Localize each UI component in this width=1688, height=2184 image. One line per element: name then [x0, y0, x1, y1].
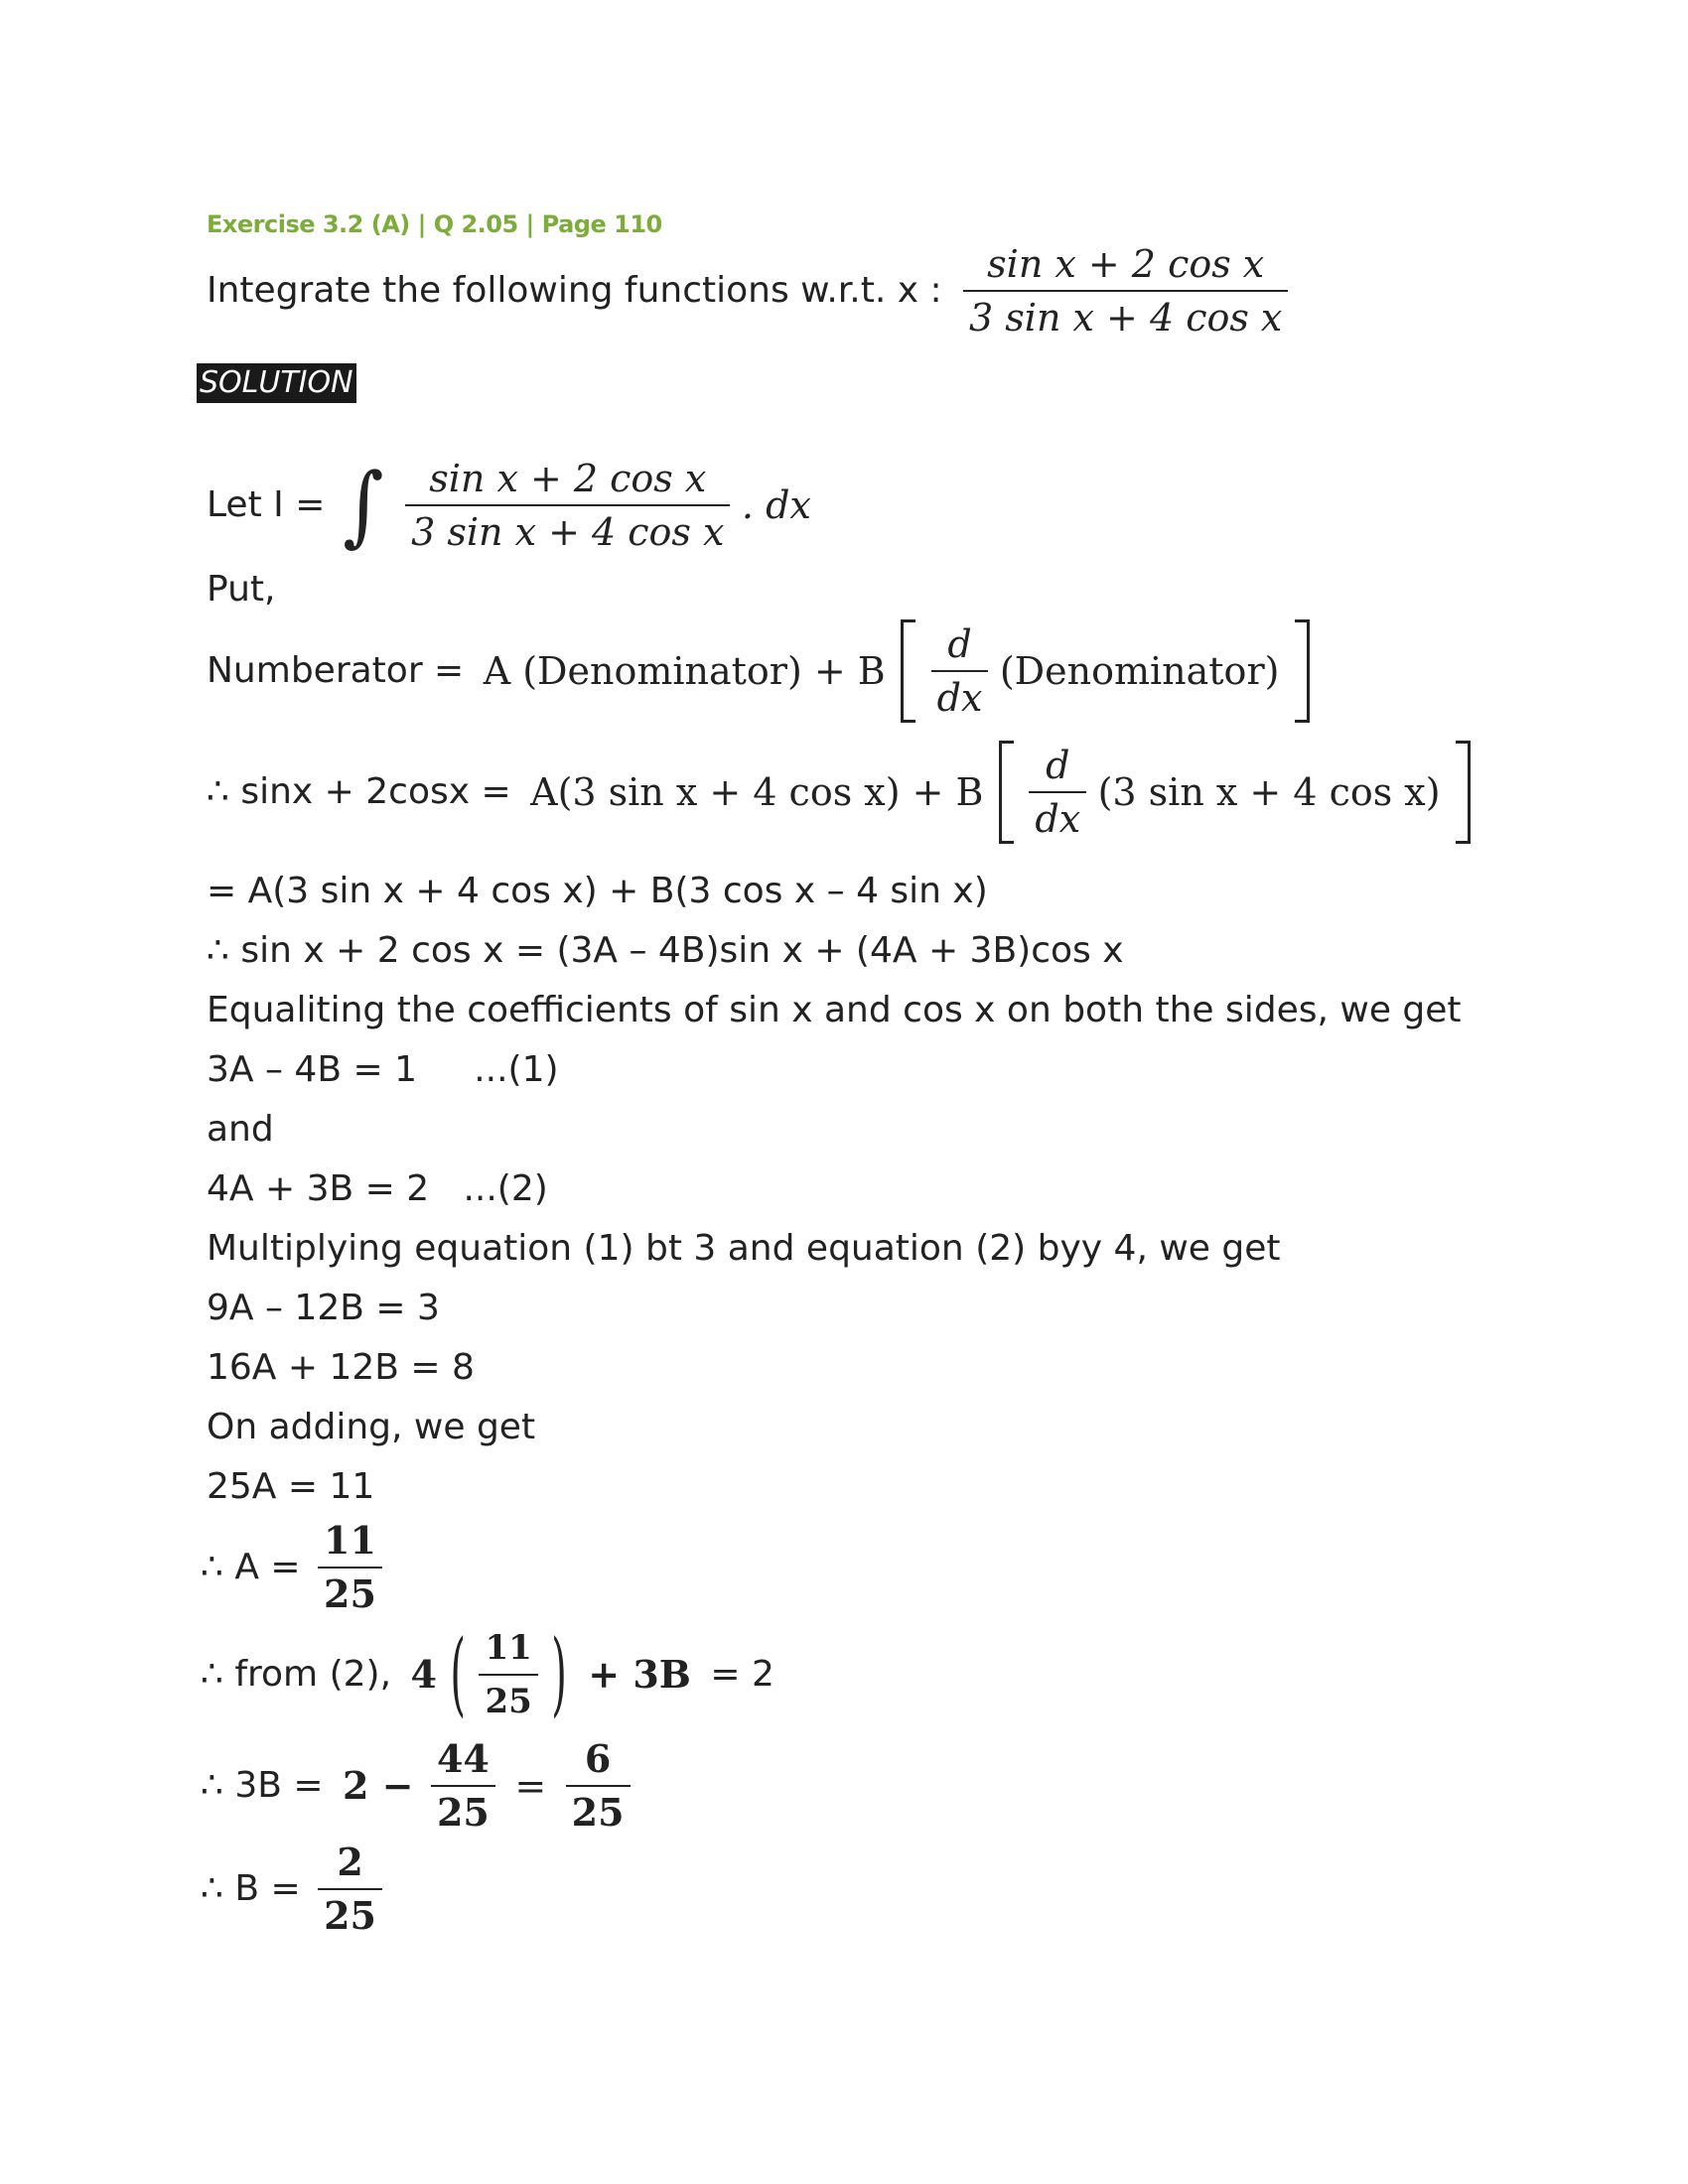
- equalize-line: Equaliting the coefficients of sin x and cos x on both the sides, we get: [207, 990, 1462, 1030]
- adding-line: On adding, we get: [207, 1407, 536, 1447]
- derivative-dx: dx: [936, 676, 983, 720]
- multiply-line: Multiplying equation (1) bt 3 and equation (2) byy 4, we get: [207, 1228, 1281, 1269]
- b-value-line: [201, 1840, 382, 1938]
- integrand-fraction: [405, 459, 730, 552]
- a-denominator: 25: [324, 1571, 376, 1616]
- b-numerator: 2: [318, 1843, 382, 1890]
- question-prompt: Integrate the following functions w.r.t. x :: [207, 270, 942, 311]
- equation-4: 16A + 12B = 8: [207, 1347, 475, 1388]
- derivative-dx: dx: [1035, 797, 1081, 841]
- collect-line: ∴ sin x + 2 cos x = (3A – 4B)sin x + (4A + 3B)cos x: [207, 930, 1124, 971]
- derivative-fraction: [1029, 746, 1086, 839]
- let-i-label: Let I =: [207, 484, 326, 525]
- derivative-d: d: [931, 624, 989, 672]
- b-denominator: 25: [324, 1893, 376, 1938]
- therefore-lhs: ∴ sinx + 2cosx =: [207, 771, 511, 812]
- solution-label: SOLUTION: [197, 363, 356, 403]
- from2-fraction: [479, 1628, 537, 1721]
- derivative-d: d: [1029, 746, 1086, 793]
- expand-line: = A(3 sin x + 4 cos x) + B(3 cos x – 4 sin x): [207, 871, 988, 911]
- a-value-line: [201, 1518, 382, 1616]
- from2-label: ∴ from (2),: [201, 1654, 392, 1695]
- equation-5: 25A = 11: [207, 1466, 375, 1507]
- therefore-line: [207, 741, 1475, 844]
- a-numerator: 11: [318, 1521, 382, 1569]
- differential-dx: . dx: [741, 483, 811, 527]
- numerator-a-part: A (Denominator) + B: [483, 649, 886, 693]
- question-numerator: sin x + 2 cos x: [963, 244, 1288, 292]
- b3-fraction-2: [566, 1736, 631, 1835]
- from2-line: [201, 1622, 774, 1727]
- left-paren: (: [450, 1622, 466, 1727]
- let-i-line: [207, 454, 811, 556]
- question: [207, 244, 1288, 338]
- numerator-label: Numberator =: [207, 650, 465, 691]
- b3-label: ∴ 3B =: [201, 1765, 324, 1806]
- from2-numerator: 11: [479, 1628, 537, 1676]
- b3-line: [201, 1736, 631, 1835]
- b3-fraction-1: [431, 1736, 495, 1835]
- right-bracket: [1456, 741, 1471, 844]
- exercise-reference: Exercise 3.2 (A) | Q 2.05 | Page 110: [207, 210, 662, 238]
- b3-two-minus: 2 −: [343, 1763, 414, 1808]
- b3-denominator-1: 25: [436, 1790, 490, 1835]
- equation-3: 9A – 12B = 3: [207, 1288, 440, 1328]
- integral-sign: ∫: [343, 454, 384, 556]
- and-line: and: [207, 1109, 274, 1150]
- derivative-fraction: [931, 624, 989, 718]
- b-fraction: [318, 1840, 382, 1938]
- left-bracket: [901, 619, 915, 723]
- from2-denominator: 25: [485, 1682, 532, 1721]
- denominator-word: (Denominator): [999, 649, 1280, 693]
- left-bracket: [999, 741, 1014, 844]
- a-fraction: [318, 1518, 382, 1616]
- b3-denominator-2: 25: [571, 1790, 625, 1835]
- right-bracket: [1295, 619, 1310, 723]
- eq-inner: (3 sin x + 4 cos x): [1097, 770, 1441, 814]
- a-label: ∴ A =: [201, 1547, 301, 1587]
- numerator-line: [207, 619, 1314, 723]
- b3-numerator-1: 44: [431, 1739, 495, 1787]
- b3-equals: =: [514, 1764, 547, 1808]
- put-line: Put,: [207, 569, 276, 610]
- integrand-numerator: sin x + 2 cos x: [405, 459, 730, 506]
- from2-coefficient: 4: [410, 1652, 437, 1697]
- equation-1: 3A – 4B = 1 ...(1): [207, 1049, 559, 1090]
- eq-a-part: A(3 sin x + 4 cos x) + B: [530, 770, 984, 814]
- question-denominator: 3 sin x + 4 cos x: [969, 296, 1283, 340]
- right-paren: ): [551, 1622, 567, 1727]
- question-fraction: [963, 244, 1288, 338]
- b3-numerator-2: 6: [566, 1739, 631, 1787]
- b-label: ∴ B =: [201, 1868, 301, 1909]
- equation-2: 4A + 3B = 2 ...(2): [207, 1168, 548, 1209]
- from2-equals: = 2: [710, 1654, 774, 1695]
- from2-rest: + 3B: [588, 1652, 691, 1697]
- integrand-denominator: 3 sin x + 4 cos x: [411, 510, 725, 554]
